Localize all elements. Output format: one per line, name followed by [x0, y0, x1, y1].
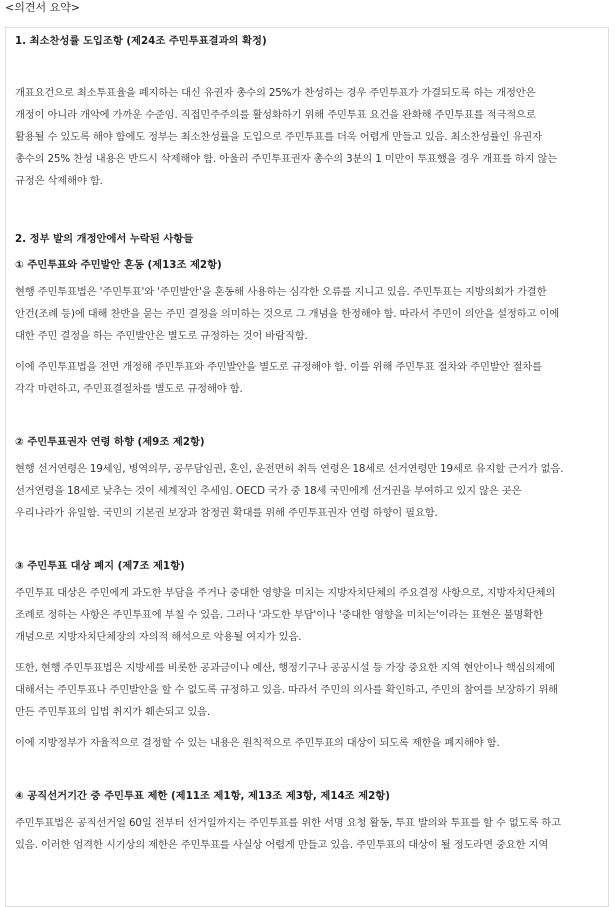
subsection-1-title: ① 주민투표와 주민발안 혼동 (제13조 제2항) [15, 259, 222, 271]
section-1-body: 개표요건으로 최소투표율을 폐지하는 대신 유권자 총수의 25%가 찬성하는 경우 주민투표가 가결되도록 하는 개정안은 개정이 아니라 개악에 가까운 수준임. 직접민주주의를 활성화하기 위해 주민투표 요건을 완화해 주민투표를 적극적으로 활용될 수 있도록 해야 함에도 정부는 최소찬성률을 도입으로 주민투표를 더욱 어렵게 만들고 있음. 최소찬성률인 유권자 총수의 25% 찬성 내용은 반드시 삭제해야 함. 아울러 주민투표권자 총수의 3분의 1 미만이 투표했을 경우 개표를 하지 않는 규정은 삭제해야 함. [15, 87, 558, 187]
subsection-4-title: ④ 공직선거기간 중 주민투표 제한 (제11조 제1항, 제13조 제3항, 제14조 제2항) [15, 790, 390, 802]
section-2-title: 2. 정부 발의 개정안에서 누락된 사항들 [15, 233, 194, 245]
subsection-2-paragraph-1: 현행 선거연령은 19세임, 병역의무, 공무담임권, 혼인, 운전면허 취득 연령은 18세로 선거연령만 19세로 유지할 근거가 없음. 선거연령을 18세로 낮추는 것이 세계적인 추세임. OECD 국가 중 18세 국민에게 선거권을 부여하고 있지 않은 곳은 우리나라가 유일함. 국민의 기본권 보장과 참정권 확대를 위해 주민투표권자 연령 하향이 필요함. [15, 463, 564, 519]
subsection-3-paragraph-2: 또한, 현행 주민투표법은 지방세를 비롯한 공과금이나 예산, 행정기구나 공공시설 등 가장 중요한 지역 현안이나 핵심의제에 대해서는 주민투표나 주민발안을 할 수 없도록 규정하고 있음. 따라서 주민의 의사를 확인하고, 주민의 참여를 보장하기 위해 만든 주민투표의 입법 취지가 훼손되고 있음. [15, 662, 558, 718]
subsection-2-title: ② 주민투표권자 연령 하향 (제9조 제2항) [15, 436, 205, 448]
subsection-1-paragraph-2: 이에 주민투표법을 전면 개정해 주민투표와 주민발안을 별도로 규정해야 함. 이를 위해 주민투표 절차와 주민발안 절차를 각각 마련하고, 주민표결절차를 별도로 규정해야 함. [15, 361, 542, 395]
subsection-3-paragraph-3: 이에 지방정부가 자율적으로 결정할 수 있는 내용은 원칙적으로 주민투표의 대상이 되도록 제한을 폐지해야 함. [15, 737, 500, 749]
summary-box [5, 27, 609, 907]
subsection-3-paragraph-1: 주민투표 대상은 주민에게 과도한 부담을 주거나 중대한 영향을 미치는 지방자치단체의 주요결정 사항으로, 지방자치단체의 조례로 정하는 사항은 주민투표에 부칠 수 있음. 그러나 '과도한 부담'이나 '중대한 영향을 미치는'이라는 표현은 불명확한 개념으로 지방자치단체장의 자의적 해석으로 악용될 여지가 있음. [15, 587, 556, 643]
subsection-1-paragraph-1: 현행 주민투표법은 '주민투표'와 '주민발안'을 혼동해 사용하는 심각한 오류를 지니고 있음. 주민투표는 지방의회가 가결한 안건(조례 등)에 대해 찬반을 묻는 주민 결정을 의미하는 것으로 그 개념을 한정해야 함. 따라서 주민이 의안을 설정하고 이에 대한 주민 결정을 하는 주민발안은 별도로 규정하는 것이 바람직함. [15, 286, 559, 342]
subsection-3-title: ③ 주민투표 대상 폐지 (제7조 제1항) [15, 560, 185, 572]
page-title: <의견서 요약> [5, 1, 81, 14]
subsection-4-paragraph-1: 주민투표법은 공직선거일 60일 전부터 선거일까지는 주민투표를 위한 서명 요청 활동, 투표 발의와 투표를 할 수 없도록 하고 있음. 이러한 엄격한 시기상의 제한은 주민투표를 사실상 어렵게 만들고 있음. 주민투표의 대상이 될 정도라면 중요한 지역 [15, 817, 561, 851]
section-1-title: 1. 최소찬성률 도입조항 (제24조 주민투표결과의 확정) [15, 35, 267, 47]
